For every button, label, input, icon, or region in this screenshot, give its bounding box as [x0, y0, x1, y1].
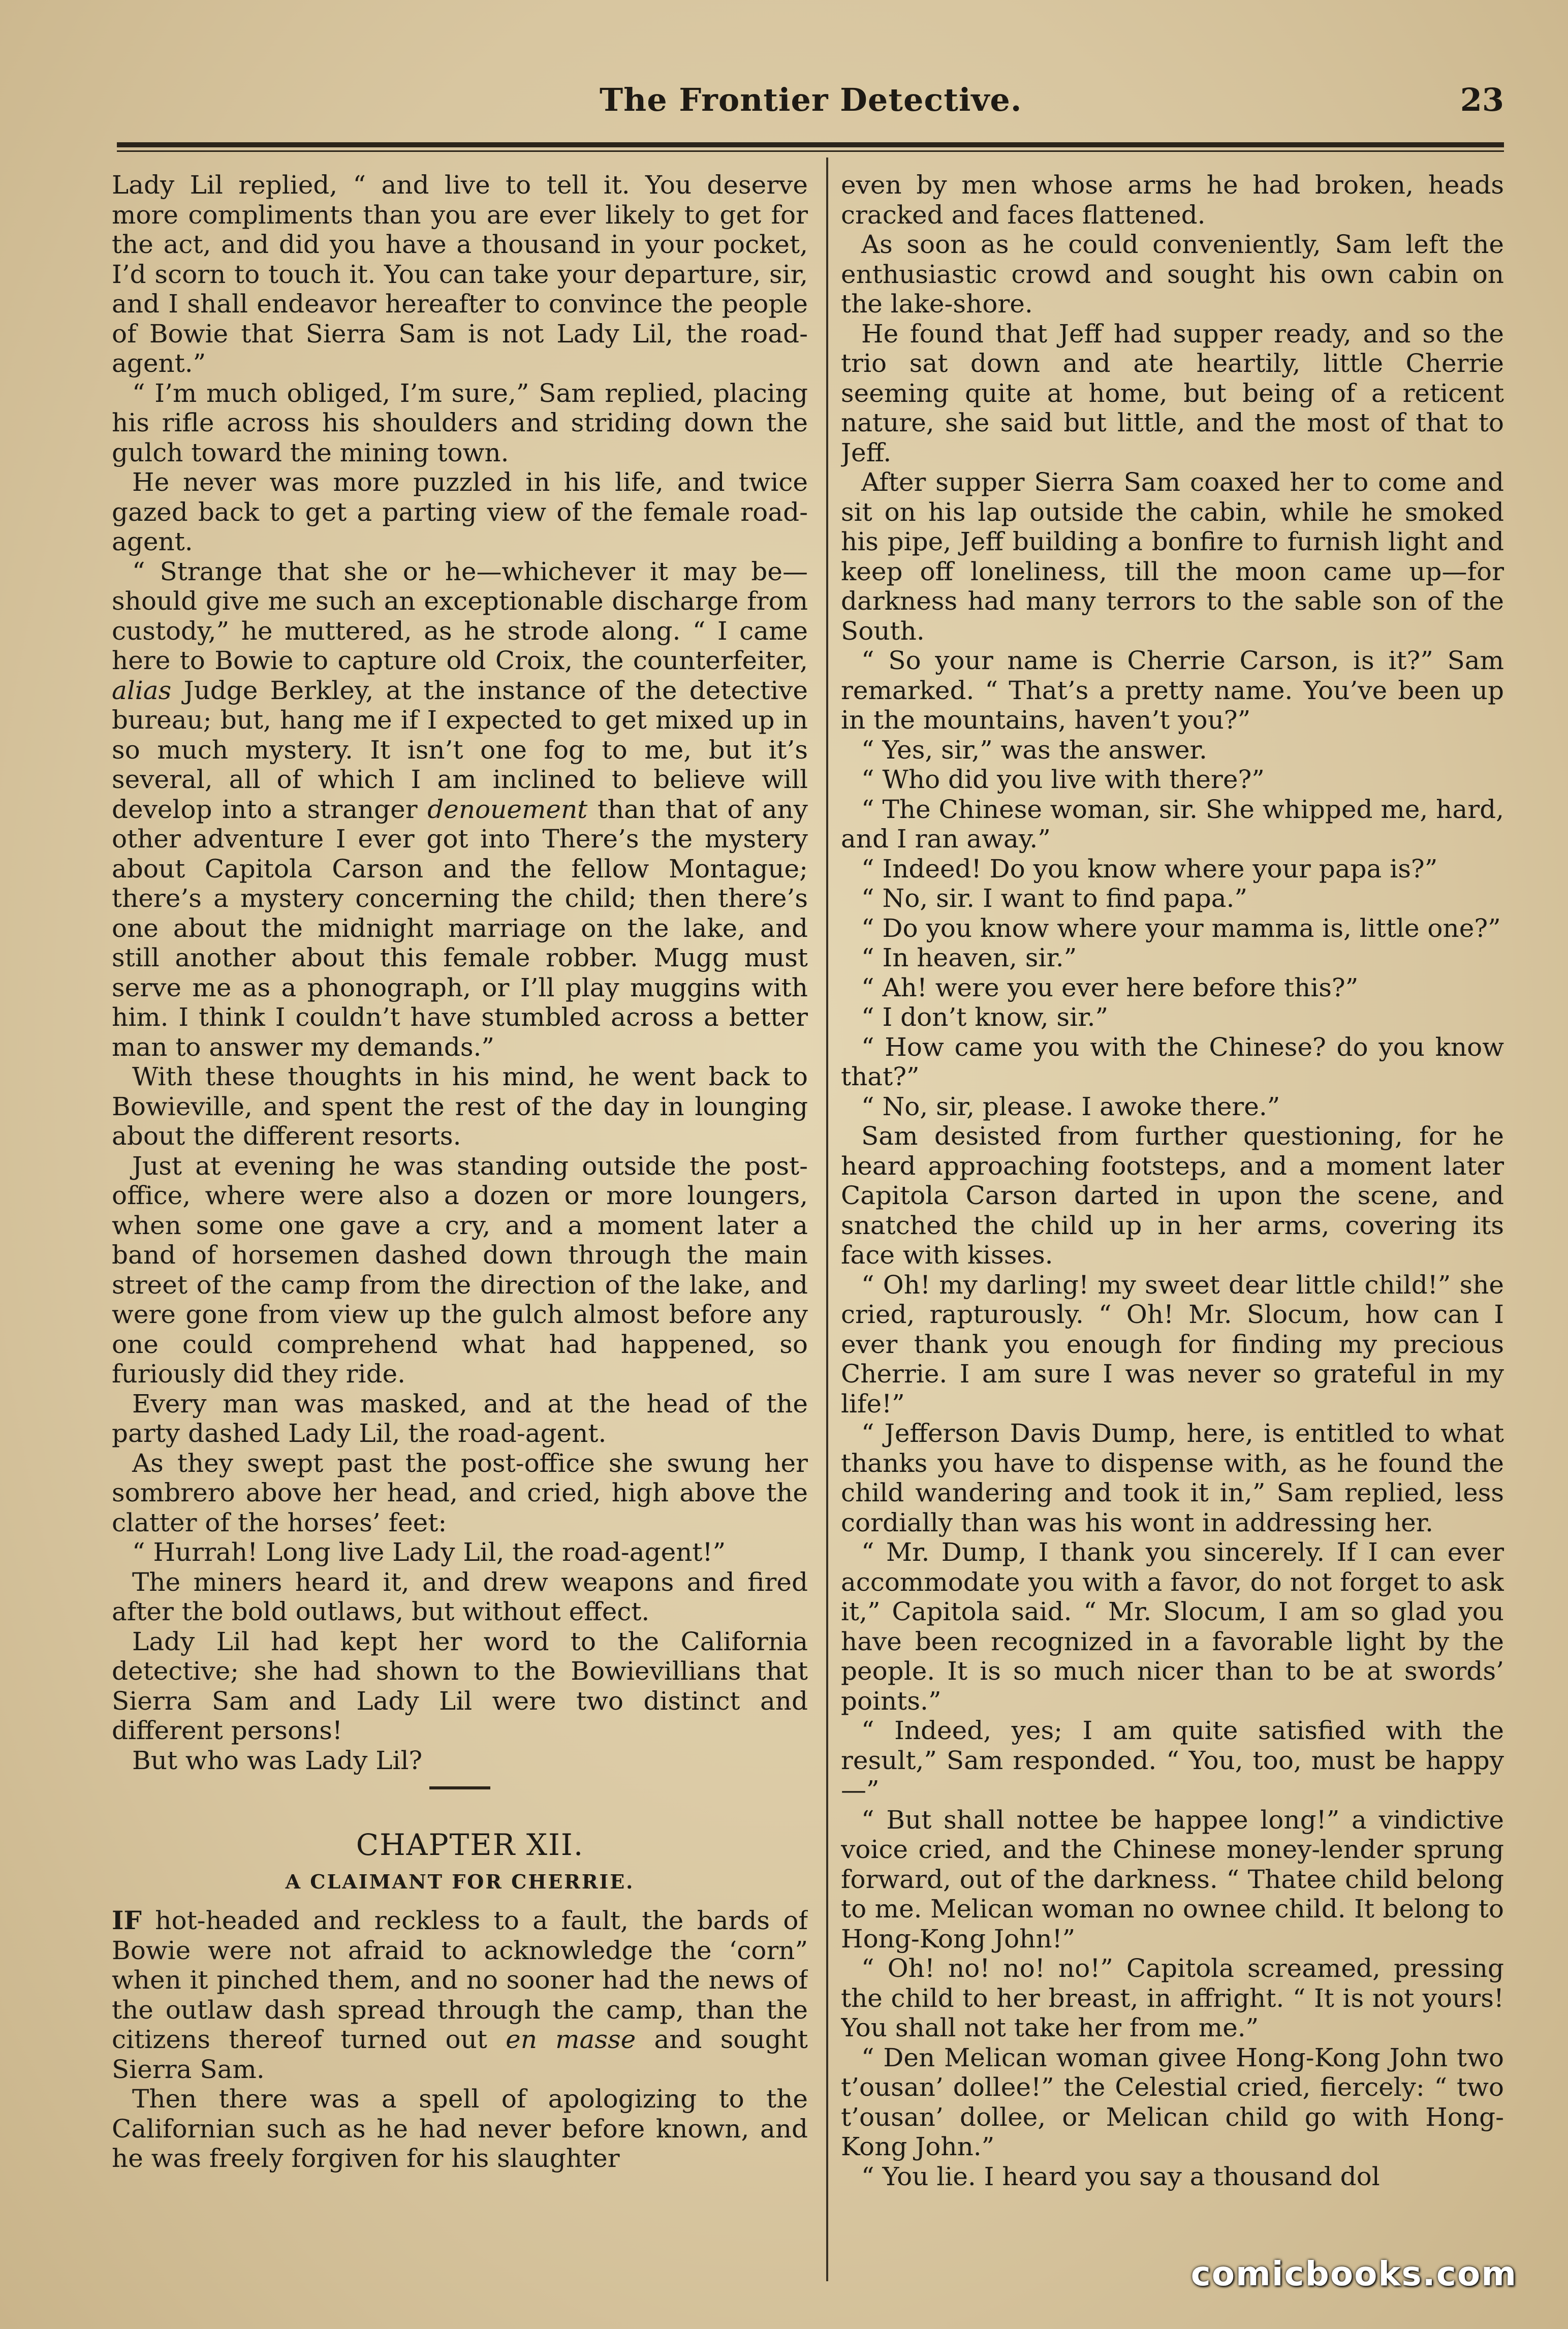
column-divider	[826, 158, 828, 2281]
paragraph: “ How came you with the Chinese? do you know that?”	[841, 1032, 1504, 1091]
paragraph: Every man was masked, and at the head of the party dashed Lady Lil, the road-agent.	[112, 1389, 808, 1448]
paragraph: Lady Lil replied, “ and live to tell it. You deserve more compliments than you are ever likely to get for the act, and did you have a thousand in your pocket, I’d scorn to touch it. You can take your departure, sir, and I shall endeavor hereafter to convince the people of Bowie that Sierra Sam is not Lady Lil, the road-agent.”	[112, 170, 808, 378]
paragraph: “ Indeed! Do you know where your papa is?”	[861, 854, 1438, 884]
paragraph-text: hot-headed and reckless to a fault, the bards of Bowie were not afraid to acknowledge the ‘corn” when it pinched them, and no sooner had the news of the outlaw dash spread through the camp, than the citizens thereof turned out	[112, 1906, 808, 2054]
chapter-title: CHAPTER XII.	[356, 1828, 584, 1862]
paragraph: “ No, sir. I want to find papa.”	[861, 884, 1248, 913]
paragraph: He found that Jeff had supper ready, and so the trio sat down and ate heartily, little Cherrie seeming quite at home, but being of a reticent nature, she said but little, and the most of that to Jeff.	[841, 319, 1504, 467]
paragraph: “ Hurrah! Long live Lady Lil, the road-agent!”	[132, 1537, 726, 1567]
paragraph: “ But shall nottee be happee long!” a vindictive voice cried, and the Chinese money-lender sprung forward, out of the darkness. “ Thatee child belong to me. Melican woman no ownee child. It belong to Hong-Kong John!”	[841, 1805, 1504, 1954]
chapter-subtitle: A CLAIMANT FOR CHERRIE.	[285, 1870, 635, 1893]
paragraph: After supper Sierra Sam coaxed her to come and sit on his lap outside the cabin, while he smoked his pipe, Jeff building a bonfire to furnish light and keep off loneliness, till the moon came up—for darkness had many terrors to the sable son of the South.	[841, 467, 1504, 646]
page-number: 23	[1460, 81, 1504, 118]
left-column	[112, 170, 808, 2304]
header-rule	[117, 142, 1504, 147]
paragraph: “ Oh! my darling! my sweet dear little child!” she cried, rapturously. “ Oh! Mr. Slocum, how can I ever thank you enough for finding my precious Cherrie. I am sure I was never so grateful in my life!”	[841, 1270, 1504, 1419]
paragraph: He never was more puzzled in his life, and twice gazed back to get a parting view of the female road-agent.	[112, 467, 808, 556]
header-title: The Frontier Detective.	[600, 81, 1022, 118]
paragraph-text: than that of any other adventure I ever got into There’s the mystery about Capitola Carson and the fellow Montague; there’s a mystery concerning the child; then there’s one about the midnight marriage on the lake, and still another about this female robber. Mugg must serve me as a phonograph, or I’ll play muggins with him. I think I couldn’t have stumbled across a better man to answer my demands.”	[112, 794, 808, 1062]
italic-text: denouement	[427, 794, 588, 824]
header-rule-thin	[117, 150, 1504, 152]
chapter-dropcap: IF	[112, 1905, 142, 1935]
paragraph: As soon as he could conveniently, Sam left the enthusiastic crowd and sought his own cabin on the lake-shore.	[841, 230, 1504, 319]
right-column	[841, 170, 1504, 2304]
section-divider	[429, 1786, 490, 1789]
paragraph: “ Den Melican woman givee Hong-Kong John two t’ousan’ dollee!” the Celestial cried, fiercely: “ two t’ousan’ dollee, or Melican child go with Hong-Kong John.”	[841, 2042, 1504, 2161]
paragraph: As they swept past the post-office she swung her sombrero above her head, and cried, high above the clatter of the horses’ feet:	[112, 1448, 808, 1537]
paragraph: Sam desisted from further questioning, for he heard approaching footsteps, and a moment later Capitola Carson darted in upon the scene, and snatched the child up in her arms, covering its face with kisses.	[841, 1121, 1504, 1270]
watermark: comicbooks.com	[1190, 2254, 1517, 2293]
paragraph: “ So your name is Cherrie Carson, is it?” Sam remarked. “ That’s a pretty name. You’ve been up in the mountains, haven’t you?”	[841, 646, 1504, 735]
paragraph: Then there was a spell of apologizing to the Californian such as he had never before known, and he was freely forgiven for his slaughter	[112, 2084, 808, 2173]
paragraph: “ Jefferson Davis Dump, here, is entitled to what thanks you have to dispense with, as he found the child wandering and took it in,” Sam replied, less cordially than was his wont in addressing her.	[841, 1419, 1504, 1537]
running-header	[559, 81, 1504, 127]
paragraph: Just at evening he was standing outside the post-office, where were also a dozen or more loungers, when some one gave a cry, and a moment later a band of horsemen dashed down through the main street of the camp from the direction of the lake, and were gone from view up the gulch almost before any one could comprehend what had happened, so furiously did they ride.	[112, 1151, 808, 1389]
paragraph: But who was Lady Lil?	[132, 1745, 423, 1775]
paragraph	[112, 557, 808, 1062]
paragraph: The miners heard it, and drew weapons and fired after the bold outlaws, but without effect.	[112, 1567, 808, 1626]
paragraph	[112, 1906, 808, 2084]
paragraph: “ In heaven, sir.”	[861, 943, 1077, 972]
paragraph: With these thoughts in his mind, he went back to Bowieville, and spent the rest of the day in lounging about the different resorts.	[112, 1062, 808, 1151]
paragraph: “ Mr. Dump, I thank you sincerely. If I can ever accommodate you with a favor, do not forget to ask it,” Capitola said. “ Mr. Slocum, I am so glad you have been recognized in a favorable light by the people. It is so much nicer than to be at swords’ points.”	[841, 1537, 1504, 1716]
paragraph: “ Who did you live with there?”	[861, 765, 1265, 794]
paragraph: “ You lie. I heard you say a thousand dol	[861, 2161, 1380, 2191]
paragraph: “ I don’t know, sir.”	[861, 1002, 1109, 1032]
paragraph: “ I’m much obliged, I’m sure,” Sam replied, placing his rifle across his shoulders and striding down the gulch toward the mining town.	[112, 378, 808, 467]
paragraph-text: “ Strange that she or he—whichever it may be—should give me such an exceptionable discharge from custody,” he muttered, as he strode along. “ I came here to Bowie to capture old Croix, the counterfeiter,	[112, 556, 808, 675]
paragraph: “ Yes, sir,” was the answer.	[861, 735, 1207, 765]
paragraph: “ No, sir, please. I awoke there.”	[861, 1091, 1280, 1121]
italic-text: en masse	[506, 2025, 636, 2054]
paragraph: “ Do you know where your mamma is, little one?”	[861, 913, 1501, 943]
paragraph: Lady Lil had kept her word to the California detective; she had shown to the Bowievillians that Sierra Sam and Lady Lil were two distinct and different persons!	[112, 1626, 808, 1745]
paragraph: “ Ah! were you ever here before this?”	[861, 972, 1359, 1002]
paragraph-text: and sought Sierra Sam.	[112, 2025, 808, 2084]
paragraph: “ Indeed, yes; I am quite satisfied with the result,” Sam responded. “ You, too, must be happy—”	[841, 1716, 1504, 1805]
paragraph: “ Oh! no! no! no!” Capitola screamed, pressing the child to her breast, in affright. “ It is not yours! You shall not take her from me.”	[841, 1954, 1504, 2042]
paragraph: even by men whose arms he had broken, heads cracked and faces flattened.	[841, 170, 1504, 230]
italic-text: alias	[112, 675, 172, 705]
paragraph-text: Judge Berkley, at the instance of the detective bureau; but, hang me if I expected to get mixed up in so much mystery. It isn’t one fog to me, but it’s several, all of which I am inclined to believe will develop into a stranger	[112, 675, 808, 824]
paragraph: “ The Chinese woman, sir. She whipped me, hard, and I ran away.”	[841, 794, 1504, 854]
